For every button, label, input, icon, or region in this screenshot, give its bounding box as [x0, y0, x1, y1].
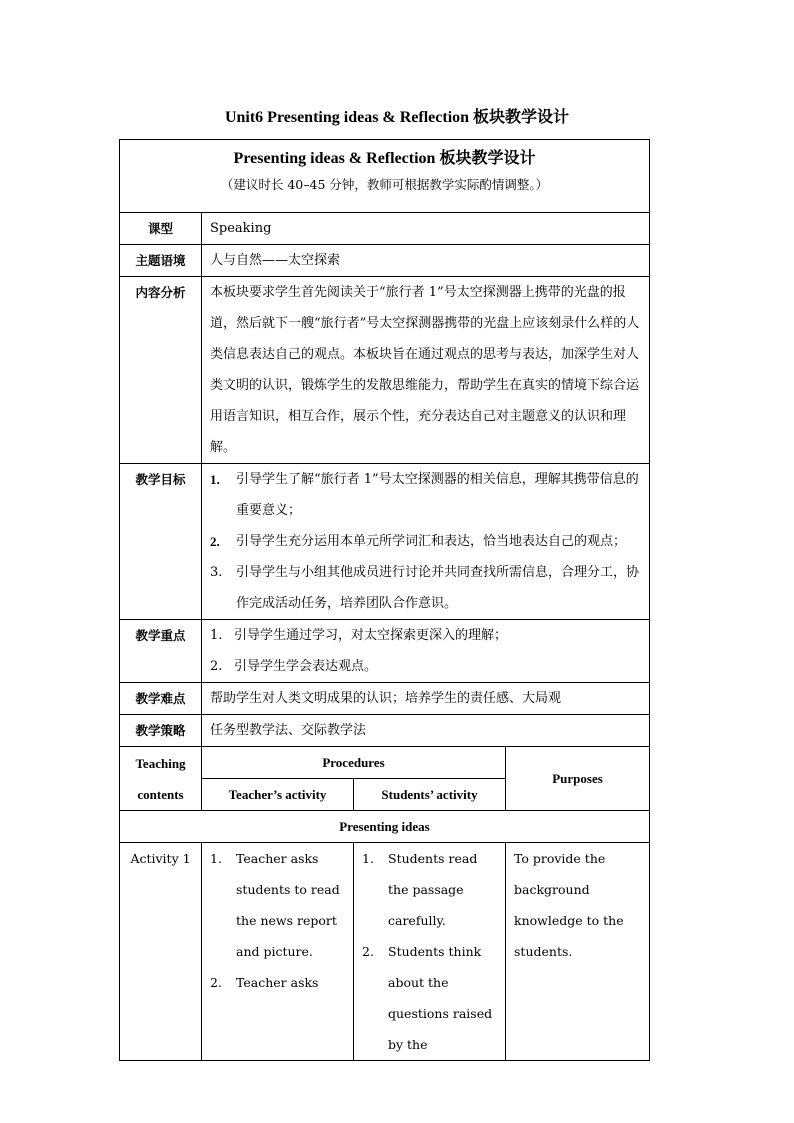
- purposes-header: Purposes: [506, 747, 650, 811]
- list-item: [210, 967, 345, 998]
- list-number: 2.: [210, 975, 222, 990]
- section-row: [120, 811, 650, 843]
- analysis-value: 本板块要求学生首先阅读关于“旅行者 1”号太空探测器上携带的光盘的报道，然后就下一艘“旅行者”号太空探测器携带的光盘上应该刻录什么样的人类信息表达自己的观点。本板块旨在通过观点的思考与表达，加深学生对人类文明的认识，锻炼学生的发散思维能力，帮助学生在真实的情境下综合运用语言知识，相互合作，展示个性，充分表达自己对主题意义的认识和理解。: [202, 277, 650, 464]
- list-number: 1.: [210, 851, 222, 866]
- lesson-plan-table: [119, 139, 650, 1061]
- goals-row: [120, 464, 650, 620]
- difficulties-row: [120, 683, 650, 715]
- list-number: 3.: [210, 565, 223, 580]
- list-number: 2.: [362, 944, 374, 959]
- students-activity-list: [362, 843, 497, 1060]
- list-text: Teacher asks students to read the news report and picture.: [236, 851, 340, 959]
- students-activity-cell: [354, 843, 506, 1061]
- list-text: 引导学生与小组其他成员进行讨论并共同查找所需信息，合理分工，协作完成活动任务，培养团队合作意识。: [236, 565, 640, 611]
- list-item: [210, 620, 641, 651]
- list-text: 引导学生了解“旅行者 1”号太空探测器的相关信息，理解其携带信息的重要意义；: [236, 472, 639, 518]
- lesson-type-label: 课型: [120, 213, 202, 245]
- purpose-cell: To provide the background knowledge to the students.: [506, 843, 650, 1061]
- list-item: [362, 843, 497, 936]
- document-title: Unit6 Presenting ideas & Reflection 板块教学设计: [224, 109, 570, 126]
- analysis-label: 内容分析: [120, 277, 202, 464]
- list-item: [210, 464, 641, 526]
- activity-row: [120, 843, 650, 1061]
- list-text: Students think about the questions raised by the: [388, 944, 493, 1052]
- analysis-row: [120, 277, 650, 464]
- list-text: Teacher asks: [236, 975, 319, 990]
- list-item: [210, 557, 641, 619]
- strategies-value: 任务型教学法、交际教学法: [202, 715, 650, 747]
- list-item: [210, 651, 641, 682]
- strategies-row: [120, 715, 650, 747]
- list-text: 引导学生通过学习，对太空探索更深入的理解；: [234, 628, 508, 643]
- difficulties-label: 教学难点: [120, 683, 202, 715]
- procedures-header: Procedures: [202, 747, 506, 779]
- list-number: 1.: [210, 472, 220, 487]
- strategies-label: 教学策略: [120, 715, 202, 747]
- table-heading: Presenting ideas & Reflection 板块教学设计: [233, 150, 536, 167]
- list-text: 引导学生学会表达观点。: [234, 659, 378, 674]
- key-points-list: [210, 620, 641, 682]
- lesson-type-value: Speaking: [202, 213, 650, 245]
- header-row: [120, 140, 650, 213]
- theme-row: [120, 245, 650, 277]
- list-text: Students read the passage carefully.: [388, 851, 478, 928]
- theme-value: 人与自然——太空探索: [202, 245, 650, 277]
- difficulties-value: 帮助学生对人类文明成果的认识；培养学生的责任感、大局观: [202, 683, 650, 715]
- list-item: [210, 843, 345, 967]
- teacher-activity-cell: [202, 843, 354, 1061]
- procedures-header-row: [120, 747, 650, 779]
- teaching-contents-header: Teaching contents: [120, 747, 202, 811]
- key-points-row: [120, 620, 650, 683]
- students-activity-header: Students’ activity: [354, 779, 506, 811]
- list-item: [362, 936, 497, 1060]
- header-cell: [120, 140, 650, 213]
- teacher-activity-header: Teacher’s activity: [202, 779, 354, 811]
- theme-label: 主题语境: [120, 245, 202, 277]
- section-title: Presenting ideas: [120, 811, 650, 843]
- goals-list-cell: [202, 464, 650, 620]
- list-number: 2.: [210, 659, 223, 674]
- list-item: [210, 526, 641, 557]
- list-number: 1.: [362, 851, 374, 866]
- key-points-label: 教学重点: [120, 620, 202, 683]
- list-number: 1.: [210, 628, 223, 643]
- teacher-activity-list: [210, 843, 345, 998]
- duration-note: （建议时长 40–45 分钟，教师可根据教学实际酌情调整。）: [220, 177, 549, 192]
- activity-name: Activity 1: [120, 843, 202, 1061]
- lesson-type-row: [120, 213, 650, 245]
- list-number: 2.: [210, 534, 220, 549]
- list-text: 引导学生充分运用本单元所学词汇和表达，恰当地表达自己的观点；: [236, 534, 627, 549]
- key-points-list-cell: [202, 620, 650, 683]
- goals-list: [210, 464, 641, 619]
- goals-label: 教学目标: [120, 464, 202, 620]
